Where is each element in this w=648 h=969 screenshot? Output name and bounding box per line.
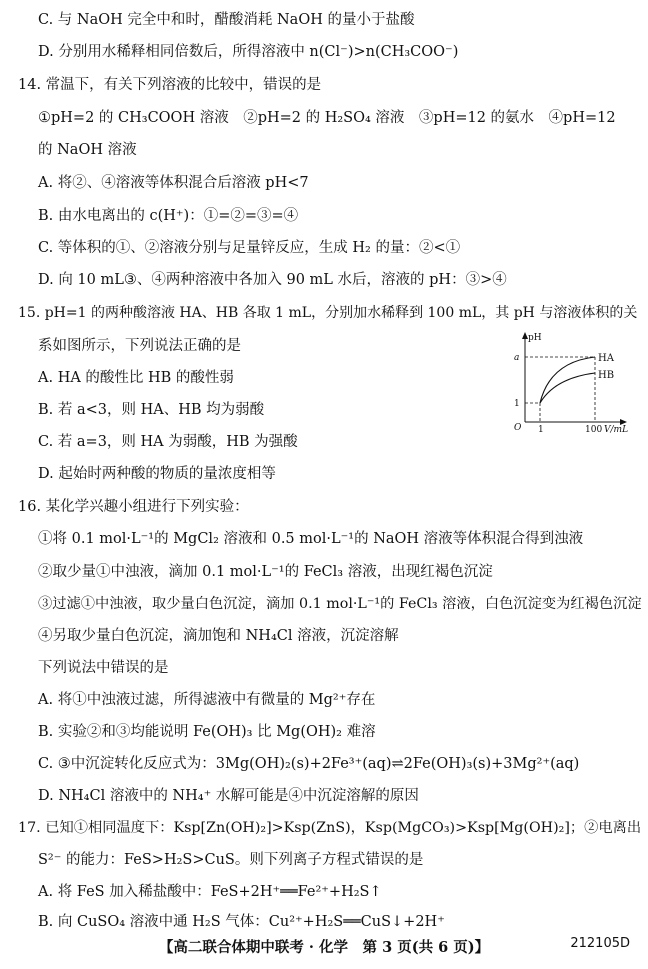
graph-label-hb: HB — [598, 370, 615, 381]
question-17-stem: 17. 已知①相同温度下：Ksp[Zn(OH)₂]>Ksp(ZnS)，Ksp(MgCO₃)>Ksp[Mg(OH)₂]；②电离出 — [18, 820, 642, 836]
option-15a: A. HA 的酸性比 HB 的酸性弱 — [38, 370, 234, 386]
option-15d: D. 起始时两种酸的物质的量浓度相等 — [38, 466, 276, 482]
question-16-prompt: 下列说法中错误的是 — [38, 660, 169, 676]
experiment-2: ②取少量①中浊液，滴加 0.1 mol·L⁻¹的 FeCl₃ 溶液，出现红褐色沉淀 — [38, 564, 493, 580]
graph-x-tick-100: 100 — [585, 425, 603, 435]
option-13d: D. 分别用水稀释相同倍数后，所得溶液中 n(Cl⁻)>n(CH₃COO⁻) — [38, 44, 459, 60]
graph-y-label: pH — [528, 333, 542, 343]
question-15-stem-cont: 系如图所示，下列说法正确的是 — [38, 338, 241, 354]
question-15-stem: 15. pH=1 的两种酸溶液 HA、HB 各取 1 mL，分别加水稀释到 100 mL，其 pH 与溶液体积的关 — [18, 305, 638, 321]
option-16c: C. ③中沉淀转化反应式为：3Mg(OH)₂(s)+2Fe³⁺(aq)⇌2Fe(OH)₃(s)+3Mg²⁺(aq) — [38, 756, 580, 772]
question-14-stem: 14. 常温下，有关下列溶液的比较中，错误的是 — [18, 77, 322, 93]
graph-x-label: V/mL — [604, 425, 629, 435]
footer-title: 【高二联合体期中联考 · 化学 第 3 页(共 6 页)】 — [158, 939, 490, 956]
question-17-stem-cont: S²⁻ 的能力：FeS>H₂S>CuS。则下列离子方程式错误的是 — [38, 852, 424, 868]
graph-label-ha: HA — [598, 353, 614, 364]
graph-x-tick-1: 1 — [538, 425, 544, 435]
option-14d: D. 向 10 mL③、④两种溶液中各加入 90 mL 水后，溶液的 pH：③>④ — [38, 272, 507, 288]
curve-hb — [540, 373, 595, 403]
option-17b: B. 向 CuSO₄ 溶液中通 H₂S 气体：Cu²⁺+H₂S══CuS↓+2H⁺ — [38, 914, 445, 930]
option-15c: C. 若 a=3，则 HA 为弱酸，HB 为强酸 — [38, 434, 298, 450]
option-15b: B. 若 a<3，则 HA、HB 均为弱酸 — [38, 402, 265, 418]
question-14-solutions: ①pH=2 的 CH₃COOH 溶液 ②pH=2 的 H₂SO₄ 溶液 ③pH=12 的氨水 ④pH=12 — [38, 110, 616, 126]
experiment-4: ④另取少量白色沉淀，滴加饱和 NH₄Cl 溶液，沉淀溶解 — [38, 628, 399, 644]
option-16d: D. NH₄Cl 溶液中的 NH₄⁺ 水解可能是④中沉淀溶解的原因 — [38, 788, 419, 804]
option-14c: C. 等体积的①、②溶液分别与足量锌反应，生成 H₂ 的量：②<① — [38, 240, 461, 256]
footer-code: 212105D — [570, 936, 630, 951]
option-16a: A. 将①中浊液过滤，所得滤液中有微量的 Mg²⁺存在 — [38, 692, 376, 708]
graph-origin: O — [514, 423, 522, 433]
question-14-solutions-cont: 的 NaOH 溶液 — [38, 142, 137, 158]
option-16b: B. 实验②和③均能说明 Fe(OH)₃ 比 Mg(OH)₂ 难溶 — [38, 724, 376, 740]
question-16-stem: 16. 某化学兴趣小组进行下列实验： — [18, 499, 249, 515]
experiment-1: ①将 0.1 mol·L⁻¹的 MgCl₂ 溶液和 0.5 mol·L⁻¹的 NaOH 溶液等体积混合得到浊液 — [38, 531, 584, 547]
option-13c: C. 与 NaOH 完全中和时，醋酸消耗 NaOH 的量小于盐酸 — [38, 12, 415, 28]
option-14a: A. 将②、④溶液等体积混合后溶液 pH<7 — [38, 175, 309, 191]
ph-volume-graph — [505, 330, 640, 440]
option-17a: A. 将 FeS 加入稀盐酸中：FeS+2H⁺══Fe²⁺+H₂S↑ — [38, 884, 382, 900]
graph-y-tick-1: 1 — [514, 399, 520, 409]
graph-y-tick-a: a — [514, 353, 520, 363]
experiment-3: ③过滤①中浊液，取少量白色沉淀，滴加 0.1 mol·L⁻¹的 FeCl₃ 溶液，白色沉淀变为红褐色沉淀 — [38, 596, 642, 612]
option-14b: B. 由水电离出的 c(H⁺)：①=②=③=④ — [38, 208, 299, 224]
